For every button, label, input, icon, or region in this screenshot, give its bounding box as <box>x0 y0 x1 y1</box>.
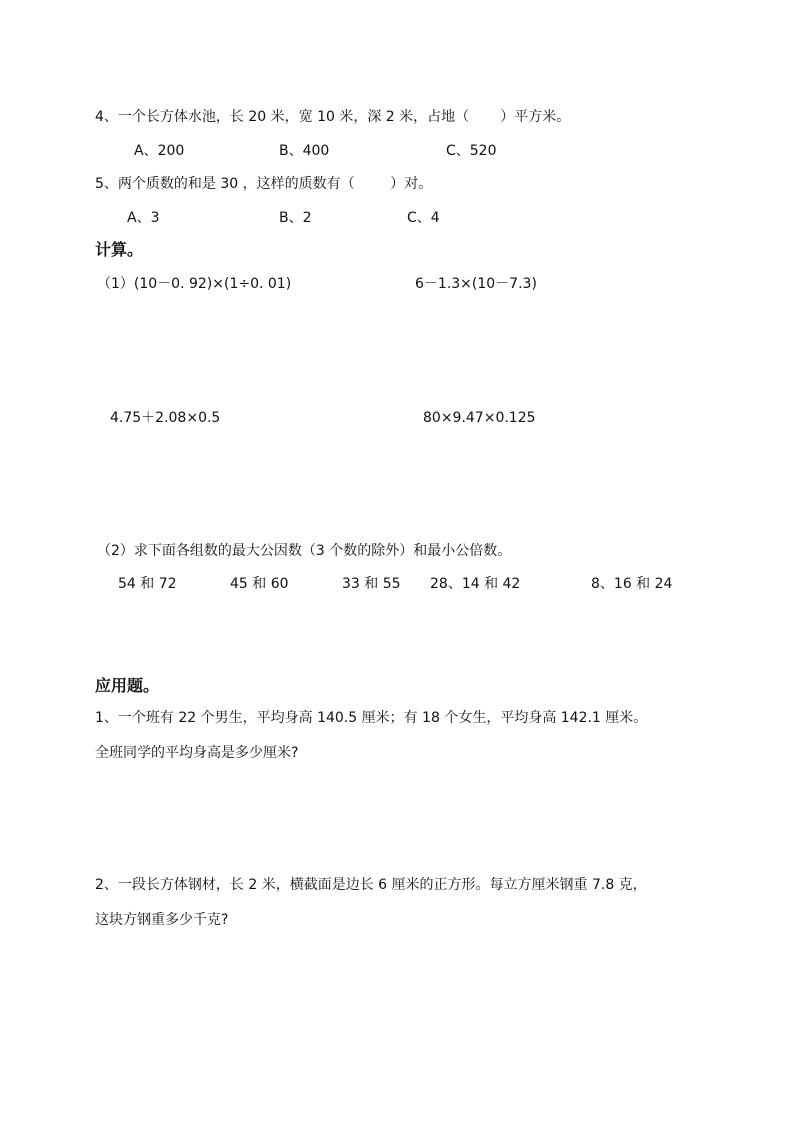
applied-question-1-line-1: 1、一个班有 22 个男生，平均身高 140.5 厘米；有 18 个女生，平均身高 142.1 厘米。 <box>95 710 648 726</box>
calc-expression-3: 4.75＋2.08×0.5 <box>110 410 221 426</box>
question-4-option-b: B、400 <box>279 143 330 159</box>
calc-part2-instruction: （2）求下面各组数的最大公因数（3 个数的除外）和最小公倍数。 <box>97 543 512 559</box>
number-group-3: 33 和 55 <box>342 576 401 592</box>
applied-heading: 应用题。 <box>95 676 160 695</box>
number-group-5: 8、16 和 24 <box>591 576 673 592</box>
number-group-1: 54 和 72 <box>118 576 177 592</box>
number-group-4: 28、14 和 42 <box>430 576 521 592</box>
question-4-option-a: A、200 <box>134 143 185 159</box>
number-group-2: 45 和 60 <box>230 576 289 592</box>
calc-expression-2: 6－1.3×(10－7.3) <box>415 276 537 292</box>
question-5-option-c: C、4 <box>407 210 440 226</box>
question-5-stem: 5、两个质数的和是 30 ，这样的质数有（ ）对。 <box>95 176 433 192</box>
question-4-option-c: C、520 <box>446 143 497 159</box>
question-5-option-b: B、2 <box>279 210 312 226</box>
calc-expression-1: （1）(10－0. 92)×(1÷0. 01) <box>97 276 292 292</box>
calc-heading: 计算。 <box>95 240 144 259</box>
applied-question-2-line-1: 2、一段长方体钢材，长 2 米，横截面是边长 6 厘米的正方形。每立方厘米钢重 7.8 克， <box>95 877 647 893</box>
applied-question-1-line-2: 全班同学的平均身高是多少厘米? <box>95 745 299 761</box>
question-4-stem: 4、一个长方体水池，长 20 米，宽 10 米，深 2 米，占地（ ）平方米。 <box>95 109 571 125</box>
calc-expression-4: 80×9.47×0.125 <box>423 410 536 426</box>
question-5-option-a: A、3 <box>127 210 160 226</box>
applied-question-2-line-2: 这块方钢重多少千克? <box>95 912 229 928</box>
